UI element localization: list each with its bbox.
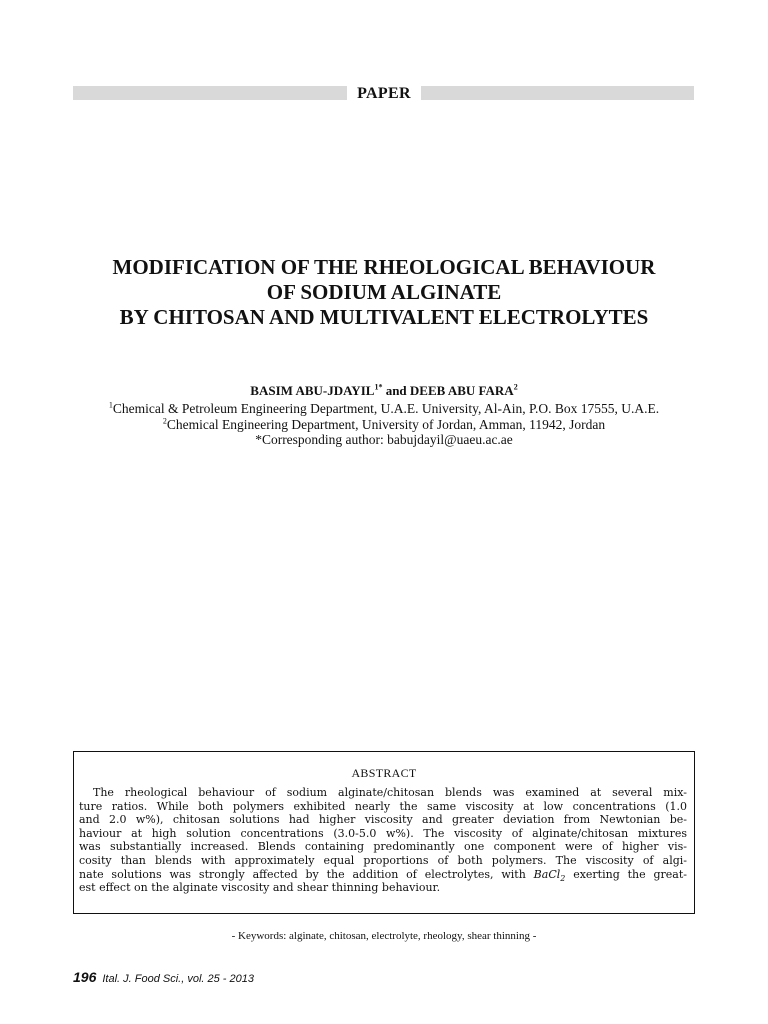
paper-title: [40, 255, 728, 330]
affiliation-1-marker: 1: [108, 400, 113, 410]
author-connector: and: [382, 383, 410, 398]
abstract-line: The rheological behaviour of sodium alginate/chitosan blends was examined at several mix-: [93, 786, 687, 799]
journal-citation: Ital. J. Food Sci., vol. 25 - 2013: [102, 973, 254, 985]
abstract-line-7-end: exerting the great-: [565, 867, 687, 881]
abstract-line: cosity than blends with approximately equal proportions of both polymers. The viscosity of algi-: [79, 853, 687, 867]
abstract-line: [79, 868, 687, 882]
affiliation-1-text: Chemical & Petroleum Engineering Department, U.A.E. University, Al-Ain, P.O. Box 17555, U.A.E.: [112, 401, 660, 416]
affiliation-2-marker: 2: [162, 416, 167, 425]
author-list: [40, 383, 728, 399]
abstract-line: and 2.0 w%), chitosan solutions had higher viscosity and greater deviation from Newtonian be-: [79, 813, 687, 827]
affiliation-2: [40, 417, 728, 433]
abstract-line: haviour at high solution concentrations (3.0-5.0 w%). The viscosity of alginate/chitosan mixtures: [79, 826, 687, 840]
affiliation-2-text: Chemical Engineering Department, University of Jordan, Amman, 11942, Jordan: [166, 416, 606, 432]
abstract-body: [79, 786, 687, 895]
keywords: - Keywords: alginate, chitosan, electrolyte, rheology, shear thinning -: [231, 930, 537, 942]
title-line-3: BY CHITOSAN AND MULTIVALENT ELECTROLYTES: [119, 305, 649, 329]
title-line-2: OF SODIUM ALGINATE: [266, 280, 502, 304]
page-number: 196: [73, 969, 97, 985]
abstract-line: est effect on the alginate viscosity and shear thinning behaviour.: [79, 881, 441, 895]
author-2-name: DEEB ABU FARA: [409, 383, 514, 398]
affiliations: [40, 401, 728, 448]
author-1-name: BASIM ABU-JDAYIL: [250, 383, 375, 398]
author-1-marker: 1*: [374, 382, 383, 392]
abstract-line: was substantially increased. Blends containing predominantly one component were of higher vis-: [79, 840, 687, 854]
chemical-formula-base: BaCl: [533, 867, 561, 881]
abstract-line-7-start: nate solutions was strongly affected by the addition of electrolytes, with: [79, 867, 534, 881]
abstract-box: [73, 751, 695, 914]
section-label: PAPER: [347, 84, 421, 104]
corresponding-author: *Corresponding author: babujdayil@uaeu.ac.ae: [255, 432, 513, 447]
title-line-1: MODIFICATION OF THE RHEOLOGICAL BEHAVIOUR: [112, 255, 656, 279]
section-header: [0, 83, 768, 104]
page-footer: [73, 969, 254, 987]
author-2-marker: 2: [513, 382, 518, 392]
chemical-formula: [534, 868, 566, 881]
abstract-line: ture ratios. While both polymers exhibited nearly the same viscosity at low concentrations (1.0: [79, 799, 687, 813]
chemical-formula-subscript: 2: [560, 873, 566, 883]
abstract-heading: ABSTRACT: [351, 766, 417, 780]
affiliation-1: [40, 401, 728, 417]
